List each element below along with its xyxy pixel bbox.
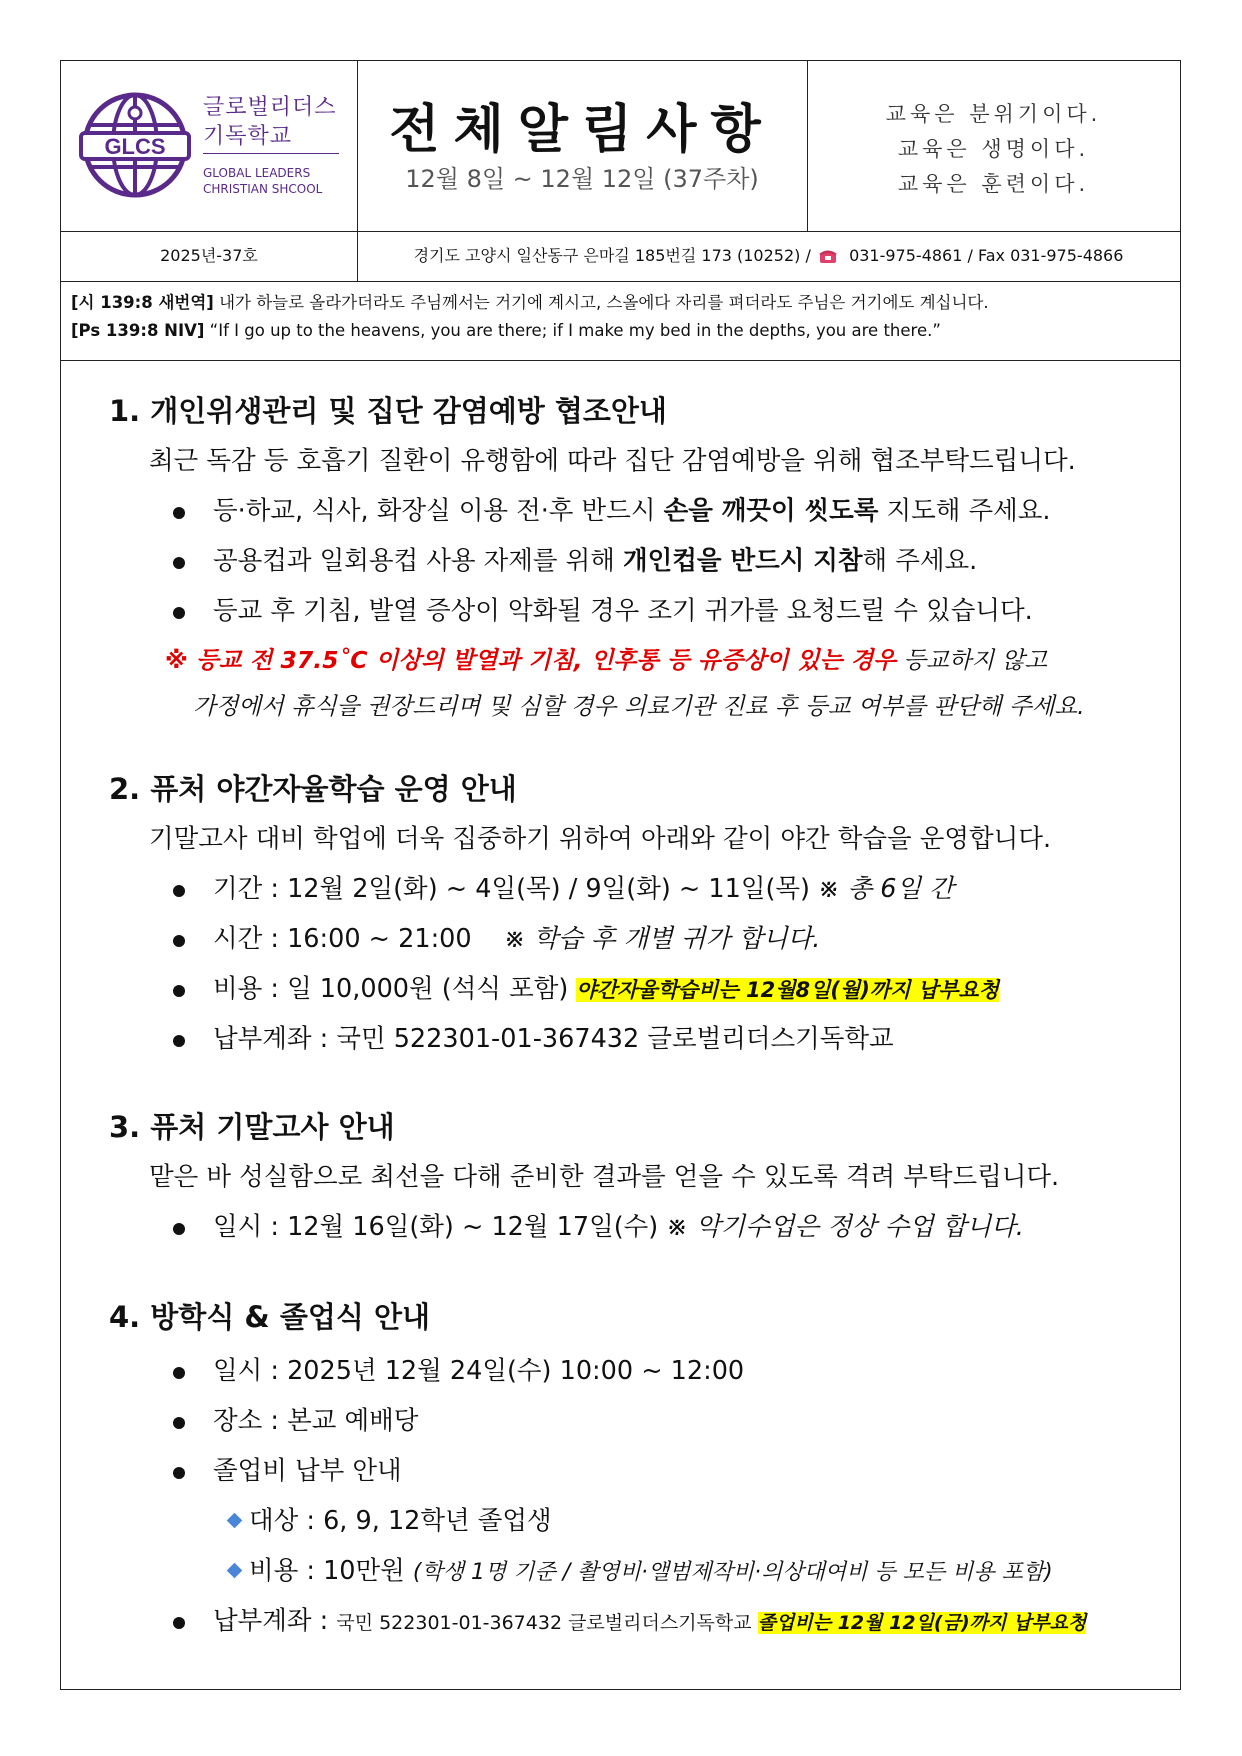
logo-en-line2: CHRISTIAN SHCOOL [203,182,323,196]
diamond-bullet-icon [227,1563,243,1579]
verse-english [71,317,1170,345]
school-motto [807,97,1180,202]
fever-notice: ※ 등교 전 37.5˚C 이상의 발열과 기침, 인후통 등 유증상이 있는 경우 등교하지 않고 [165,646,1048,674]
notice-frame [60,60,1181,1690]
logo-cell [61,61,358,231]
logo-korean-name [203,93,337,151]
fever-notice-line2: 가정에서 휴식을 권장드리며 및 심할 경우 의료기관 진료 후 등교 여부를 판단해 주세요. [193,692,1085,720]
section-1-intro: 최근 독감 등 호흡기 질환이 유행함에 따라 집단 감염예방을 위해 협조부탁드립니다. [149,446,1076,476]
header [61,61,1180,232]
globe-logo-icon [79,89,191,201]
notice-body: 1. 개인위생관리 및 집단 감염예방 협조안내 최근 독감 등 호흡기 질환이 유행함에 따라 집단 감염예방을 위해 협조부탁드립니다. 등·하교, 식사, 화장실 이용 전·후 반드시 손을 깨끗이 씻도록 지도해 주세요. 공용컵과 일회용컵 사용 자제를 위해 개인컵을 반드시 지참해 주세요. 등교 후 기침, 발열 증상이 악화될 경우 조기 귀가를 요청드릴 수 있습니다. ※ 등교 전 37.5˚C 이상의 발열과 기침, 인후통 등 유증상이 있는 경우 등교하지 않고 가정에서 휴식을 권장드리며 및 심할 경우 의료기관 진료 후 등교 여부를 판단해 주세요. 2. 퓨처 야간자율학습 운영 안내 기말고사 대비 학업에 더욱 집중하기 위하여 아래와 같이 야간 학습을 운영합니다. 기간 : 12월 2일(화) ~ 4일(목) / 9일(화) ~ 11일(목) ※ 총 6일 간 시간 : 16:00 ~ 21:00 ※ 학습 후 개별 귀가 합니다. 비용 : 일 10,000원 (석식 포함) 야간자율학습비는 12월8일(월)까지 납부요청 납부계좌 : 국민 522301-01-367432 글로벌리더스기독학교 3. 퓨처 기말고사 안내 맡은 바 성실함으로 최선을 다해 준비한 결과를 얻을 수 있도록 격려 부탁드립니다. 일시 : 12월 16일(화) ~ 12월 17일(수) ※ 악기수업은 정상 수업 합니다. 4. 방학식 & 졸업식 안내 일시 : 2025년 12월 24일(수) 10:00 ~ 12:00 장소 : 본교 예배당 졸업비 납부 안내 대상 : 6, 9, 12학년 졸업생 비용 : 10만원 (학생 1명 기준 / 촬영비·앨범제작비·의상대여비 등 모든 비용 포함) 납부계좌 : 국민 522301-01-367432 글로벌리더스기독학교 졸업비는 12월 12일(금)까지 납부요청 [61,361,1180,1689]
section-4-title: 4. 방학식 & 졸업식 안내 [109,1300,430,1334]
bullet-dot-icon [173,1223,185,1235]
diamond-bullet-icon [227,1513,243,1529]
motto-line2: 교육은 생명이다. [897,137,1090,161]
address: 경기도 고양시 일산동구 은마길 185번길 173 (10252) / [413,246,811,265]
phone-fax: 031-975-4861 / Fax 031-975-4866 [849,246,1124,265]
payment-deadline-highlight: 야간자율학습비는 12월8일(월)까지 납부요청 [576,978,999,1002]
motto-line3: 교육은 훈련이다. [897,172,1090,196]
section-2-intro: 기말고사 대비 학업에 더욱 집중하기 위하여 아래와 같이 야간 학습을 운영합니다. [149,824,1052,854]
logo-kr-line1: 글로벌리더스 [203,95,337,120]
bullet-dot-icon [173,935,185,947]
bullet-dot-icon [173,985,185,997]
section-2-title: 2. 퓨처 야간자율학습 운영 안내 [109,772,517,806]
graduation-fee-highlight: 졸업비는 12월 12일(금)까지 납부요청 [757,1612,1087,1634]
motto-cell [807,61,1180,231]
section-1-title: 1. 개인위생관리 및 집단 감염예방 협조안내 [109,394,667,428]
section-3-title: 3. 퓨처 기말고사 안내 [109,1110,395,1144]
bullet-dot-icon [173,1617,185,1629]
issue-number: 2025년-37호 [61,231,358,281]
verse-kr-text: 내가 하늘로 올라가더라도 주님께서는 거기에 계시고, 스올에다 자리를 펴더라도 주님은 거기에도 계십니다. [213,293,989,312]
logo-english-name [203,165,322,197]
contact-info [357,231,1180,281]
bullet-dot-icon [173,1367,185,1379]
bullet-dot-icon [173,1035,185,1047]
bullet-dot-icon [173,507,185,519]
phone-icon [818,248,838,264]
verse-kr-ref: [시 139:8 새번역] [71,293,214,312]
verse-en-text: “If I go up to the heavens, you are there; if I make my bed in the depths, you are there.” [204,321,941,340]
logo-divider [203,153,339,154]
week-range: 12월 8일 ~ 12월 12일 (37주차) [405,165,759,193]
logo-text: GLCS [104,134,166,159]
logo-en-line1: GLOBAL LEADERS [203,166,311,180]
logo-kr-line2: 기독학교 [203,124,293,149]
bullet-dot-icon [173,885,185,897]
page-title: 전체알림사항 [389,100,775,160]
motto-line1: 교육은 분위기이다. [885,102,1102,126]
bullet-dot-icon [173,607,185,619]
verse-en-ref: [Ps 139:8 NIV] [71,321,205,340]
bullet-dot-icon [173,557,185,569]
bullet-dot-icon [173,1467,185,1479]
section-3-intro: 맡은 바 성실함으로 최선을 다해 준비한 결과를 얻을 수 있도록 격려 부탁드립니다. [149,1162,1060,1192]
bible-verse [61,281,1180,361]
verse-korean [71,289,1170,317]
title-cell [357,61,808,231]
info-row [61,231,1180,282]
bullet-dot-icon [173,1417,185,1429]
